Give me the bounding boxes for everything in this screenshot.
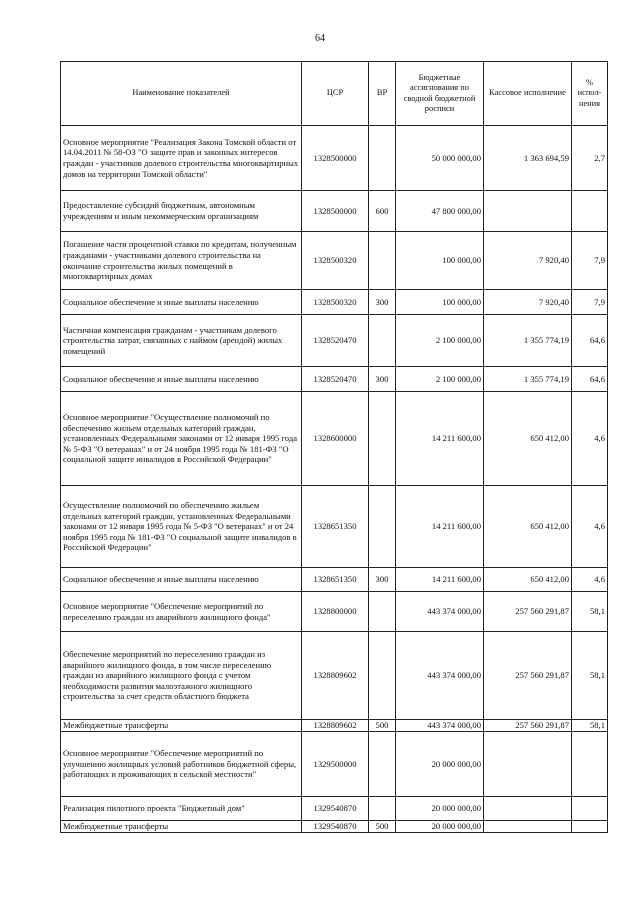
row-csr: 1329540870 [302, 797, 369, 821]
row-budget: 100 000,00 [396, 290, 484, 315]
row-vr: 300 [369, 568, 396, 592]
row-cash [484, 821, 572, 833]
row-csr: 1328651350 [302, 568, 369, 592]
row-budget: 47 800 000,00 [396, 191, 484, 232]
row-name: Погашение части процентной ставки по кредитам, полученным гражданами - участниками долевого строительства на окончание строительства жилых помещений в многоквартирных домах [61, 232, 302, 290]
row-vr: 500 [369, 720, 396, 732]
row-name: Основное мероприятие "Обеспечение мероприятий по переселению граждан из аварийного жилищного фонда" [61, 592, 302, 632]
row-budget: 443 374 000,00 [396, 592, 484, 632]
row-vr: 500 [369, 821, 396, 833]
table-row [61, 732, 608, 797]
table-row [61, 486, 608, 568]
row-vr [369, 232, 396, 290]
row-csr: 1328809602 [302, 632, 369, 720]
row-vr: 300 [369, 290, 396, 315]
row-pct: 58,1 [572, 592, 608, 632]
row-pct: 7,9 [572, 290, 608, 315]
table-row [61, 632, 608, 720]
row-csr: 1328651350 [302, 486, 369, 568]
row-pct: 58,1 [572, 632, 608, 720]
row-vr [369, 797, 396, 821]
row-vr [369, 315, 396, 367]
row-name: Основное мероприятие "Осуществление полномочий по обеспечению жильем отдельных категорий граждан, установленных Федеральными законами от 12 января 1995 года № 5-ФЗ "О ветеранах" и от 24 ноября 1995 года № 181-ФЗ "О социальной защите инвалидов в Российской Федерации" [61, 392, 302, 486]
row-pct: 4,6 [572, 486, 608, 568]
row-cash: 257 560 291,87 [484, 592, 572, 632]
table-row [61, 232, 608, 290]
table-row [61, 126, 608, 191]
row-budget: 2 100 000,00 [396, 315, 484, 367]
table-row [61, 568, 608, 592]
row-csr: 1329540870 [302, 821, 369, 833]
row-pct: 2,7 [572, 126, 608, 191]
row-vr [369, 126, 396, 191]
row-vr [369, 632, 396, 720]
row-vr: 300 [369, 367, 396, 392]
row-name: Реализация пилотного проекта "Бюджетный дом" [61, 797, 302, 821]
row-csr: 1328500000 [302, 191, 369, 232]
table-row [61, 720, 608, 732]
table-row [61, 191, 608, 232]
row-name: Социальное обеспечение и иные выплаты населению [61, 568, 302, 592]
row-vr [369, 732, 396, 797]
row-pct: 64,6 [572, 367, 608, 392]
row-name: Частичная компенсация гражданам - участникам долевого строительства затрат, связанных с наймом (арендой) жилых помещений [61, 315, 302, 367]
table-row [61, 821, 608, 833]
row-budget: 14 211 600,00 [396, 486, 484, 568]
row-cash: 1 355 774,19 [484, 367, 572, 392]
row-name: Межбюджетные трансферты [61, 720, 302, 732]
row-budget: 50 000 000,00 [396, 126, 484, 191]
row-cash: 257 560 291,87 [484, 632, 572, 720]
table-row [61, 290, 608, 315]
row-budget: 2 100 000,00 [396, 367, 484, 392]
row-budget: 14 211 600,00 [396, 392, 484, 486]
row-name: Основное мероприятие "Реализация Закона Томской области от 14.04.2011 № 58-ОЗ "О защите прав и законных интересов граждан - участников долевого строительства многоквартирных домов на территории Томской области" [61, 126, 302, 191]
row-csr: 1328520470 [302, 315, 369, 367]
row-cash: 650 412,00 [484, 392, 572, 486]
row-pct: 58,1 [572, 720, 608, 732]
row-csr: 1329500000 [302, 732, 369, 797]
row-cash: 7 920,40 [484, 290, 572, 315]
row-pct [572, 191, 608, 232]
row-csr: 1328500000 [302, 126, 369, 191]
row-vr [369, 392, 396, 486]
row-cash: 650 412,00 [484, 486, 572, 568]
row-name: Осуществление полномочий по обеспечению жильем отдельных категорий граждан, установленных Федеральными законами от 12 января 1995 года № 5-ФЗ "О ветеранах" и от 24 ноября 1995 года № 181-ФЗ "О социальной защите инвалидов в Российской Федерации" [61, 486, 302, 568]
row-pct [572, 797, 608, 821]
row-vr [369, 592, 396, 632]
row-budget: 443 374 000,00 [396, 632, 484, 720]
row-pct: 4,6 [572, 392, 608, 486]
row-budget: 20 000 000,00 [396, 821, 484, 833]
row-cash: 1 363 694,59 [484, 126, 572, 191]
row-pct: 4,6 [572, 568, 608, 592]
row-vr [369, 486, 396, 568]
row-name: Основное мероприятие "Обеспечение мероприятий по улучшению жилищных условий работников бюджетной сферы, работающих и проживающих в сельской местности" [61, 732, 302, 797]
table-row [61, 392, 608, 486]
row-budget: 443 374 000,00 [396, 720, 484, 732]
row-vr: 600 [369, 191, 396, 232]
row-csr: 1328800000 [302, 592, 369, 632]
table-row [61, 367, 608, 392]
row-pct: 7,9 [572, 232, 608, 290]
row-name: Межбюджетные трансферты [61, 821, 302, 833]
row-pct [572, 732, 608, 797]
row-budget: 20 000 000,00 [396, 797, 484, 821]
budget-execution-table [60, 61, 608, 833]
row-cash [484, 732, 572, 797]
row-csr: 1328520470 [302, 367, 369, 392]
header-cash: Кассовое исполнение [484, 62, 572, 126]
header-budget: Бюджетные ассигнования по сводной бюджетной росписи [396, 62, 484, 126]
row-pct [572, 821, 608, 833]
row-name: Предоставление субсидий бюджетным, автономным учреждениям и иным некоммерческим организациям [61, 191, 302, 232]
header-vr: ВР [369, 62, 396, 126]
row-cash: 1 355 774,19 [484, 315, 572, 367]
row-cash [484, 191, 572, 232]
table-row [61, 315, 608, 367]
row-cash: 650 412,00 [484, 568, 572, 592]
row-csr: 1328809602 [302, 720, 369, 732]
row-cash: 7 920,40 [484, 232, 572, 290]
row-budget: 100 000,00 [396, 232, 484, 290]
table-row [61, 592, 608, 632]
row-budget: 14 211 600,00 [396, 568, 484, 592]
header-name: Наименование показателей [61, 62, 302, 126]
row-name: Социальное обеспечение и иные выплаты населению [61, 367, 302, 392]
header-pct: % испол-нения [572, 62, 608, 126]
row-name: Обеспечение мероприятий по переселению граждан из аварийного жилищного фонда, в том числе переселению граждан из аварийного жилищного фонда с учетом необходимости развития малоэтажного жилищного строительства за счет средств областного бюджета [61, 632, 302, 720]
row-budget: 20 000 000,00 [396, 732, 484, 797]
table-row [61, 797, 608, 821]
row-pct: 64,6 [572, 315, 608, 367]
row-cash: 257 560 291,87 [484, 720, 572, 732]
row-name: Социальное обеспечение и иные выплаты населению [61, 290, 302, 315]
row-cash [484, 797, 572, 821]
header-csr: ЦСР [302, 62, 369, 126]
row-csr: 1328500320 [302, 290, 369, 315]
row-csr: 1328500320 [302, 232, 369, 290]
row-csr: 1328600000 [302, 392, 369, 486]
page-number: 64 [315, 33, 325, 44]
table-header-row [61, 62, 608, 126]
